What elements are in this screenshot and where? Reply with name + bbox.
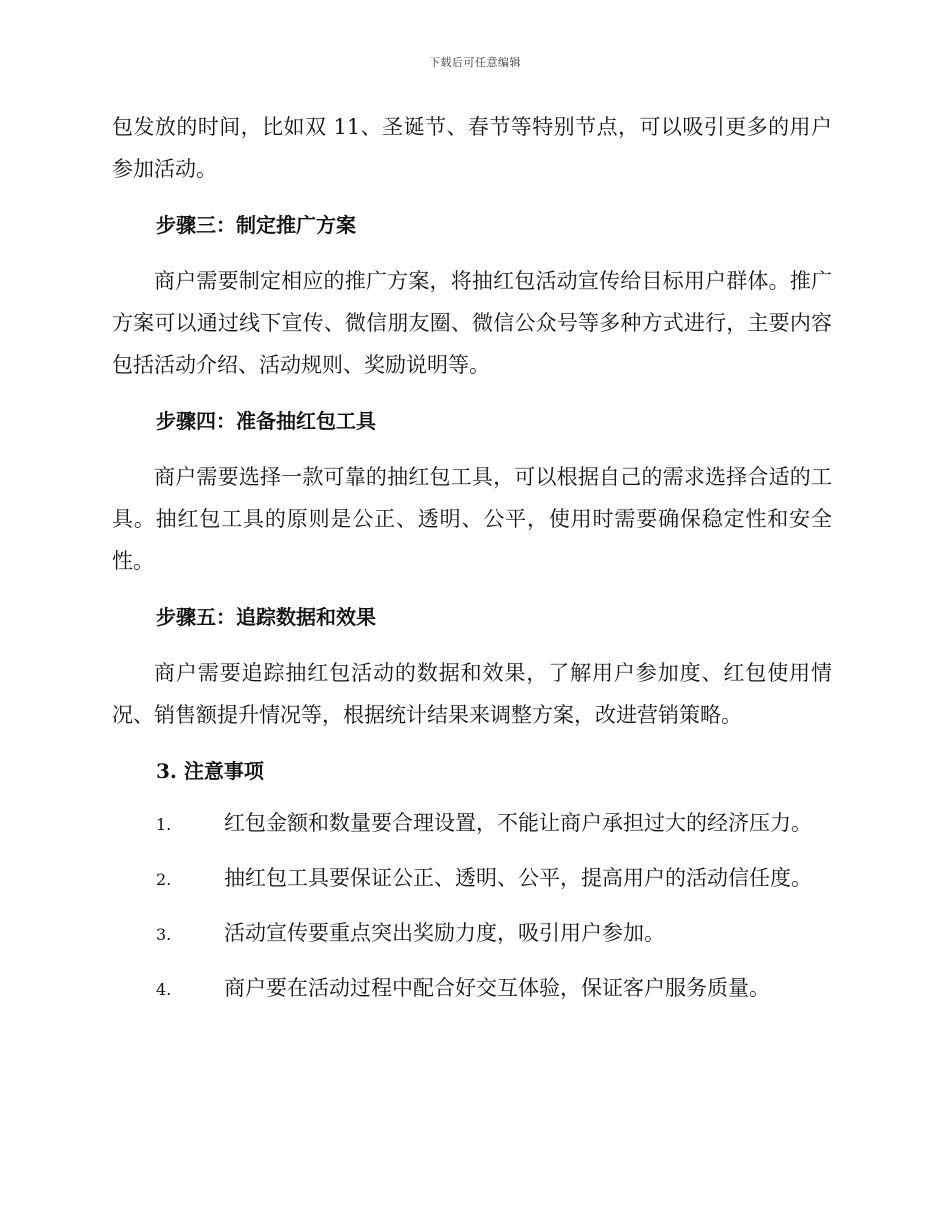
document-body xyxy=(112,106,832,1023)
list-item-number: 4. xyxy=(156,980,172,999)
step3-heading: 步骤三：制定推广方案 xyxy=(156,213,356,237)
list-item xyxy=(112,803,832,843)
list-item-text: 抽红包工具要保证公正、透明、公平，提高用户的活动信任度。 xyxy=(224,866,812,890)
list-item-text: 商户要在活动过程中配合好交互体验，保证客户服务质量。 xyxy=(224,976,770,1000)
notes-heading: 3. 注意事项 xyxy=(156,759,264,783)
list-item-text: 红包金额和数量要合理设置，不能让商户承担过大的经济压力。 xyxy=(224,811,812,835)
list-item-number: 2. xyxy=(156,870,172,889)
step5-heading: 步骤五：追踪数据和效果 xyxy=(156,605,376,629)
step4-paragraph: 商户需要选择一款可靠的抽红包工具，可以根据自己的需求选择合适的工具。抽红包工具的原则是公正、透明、公平，使用时需要确保稳定性和安全性。 xyxy=(112,465,832,573)
step5-paragraph: 商户需要追踪抽红包活动的数据和效果，了解用户参加度、红包使用情况、销售额提升情况等，根据统计结果来调整方案，改进营销策略。 xyxy=(112,661,832,727)
notes-list xyxy=(112,803,832,1008)
list-item xyxy=(112,858,832,898)
header-note: 下载后可任意编辑 xyxy=(429,56,521,69)
step4-heading: 步骤四：准备抽红包工具 xyxy=(156,409,376,433)
list-item xyxy=(112,913,832,953)
list-item-number: 3. xyxy=(156,925,172,944)
list-item-number: 1. xyxy=(156,815,172,834)
list-item xyxy=(112,968,832,1008)
list-item-text: 活动宣传要重点突出奖励力度，吸引用户参加。 xyxy=(224,921,665,945)
step3-paragraph: 商户需要制定相应的推广方案，将抽红包活动宣传给目标用户群体。推广方案可以通过线下宣传、微信朋友圈、微信公众号等多种方式进行，主要内容包括活动介绍、活动规则、奖励说明等。 xyxy=(112,269,832,377)
intro-paragraph: 包发放的时间，比如双 11、圣诞节、春节等特别节点，可以吸引更多的用户参加活动。 xyxy=(112,115,832,181)
